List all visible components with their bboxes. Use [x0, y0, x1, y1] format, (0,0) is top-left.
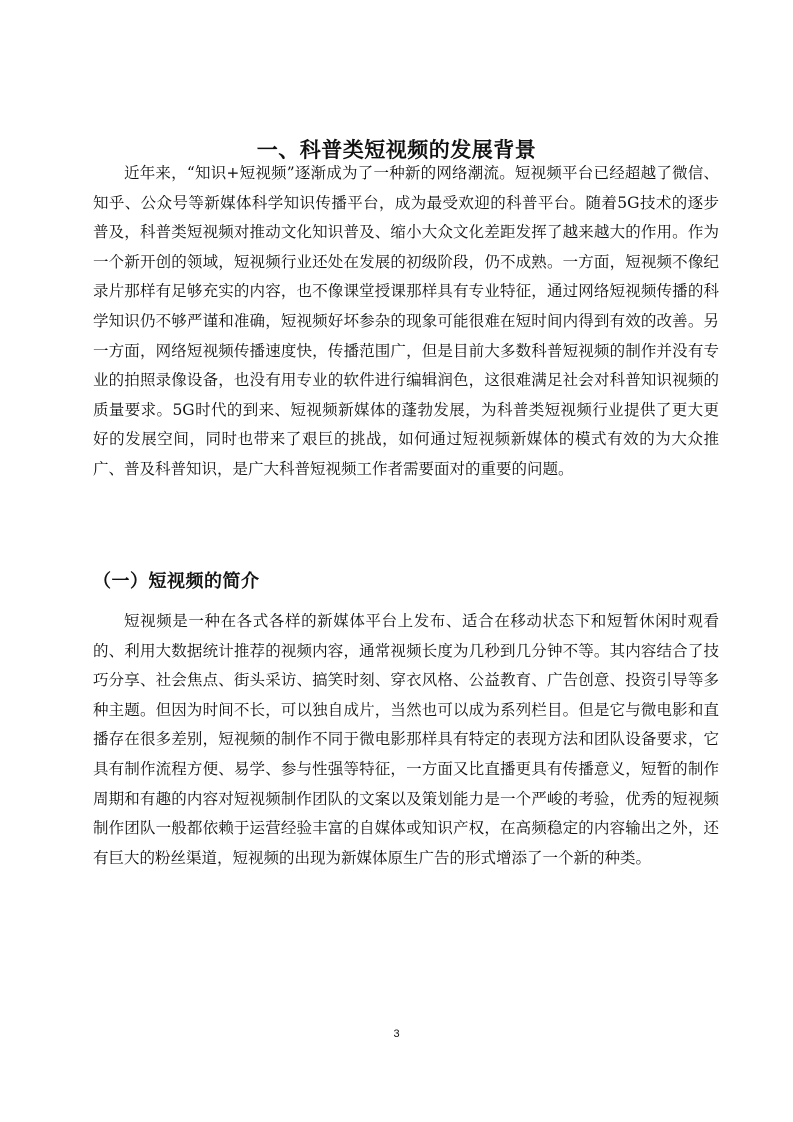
section-title: 一、科普类短视频的发展背景 — [256, 138, 537, 163]
intro-paragraph: 近年来，“知识+短视频”逐渐成为了一种新的网络潮流。短视频平台已经超越了微信、知乎、公众号等新媒体科学知识传播平台，成为最受欢迎的科普平台。随着5G技术的逐步普及，科普类短视频对推动文化知识普及、缩小大众文化差距发挥了越来越大的作用。作为一个新开创的领域，短视频行业还处在发展的初级阶段，仍不成熟。一方面，短视频不像纪录片那样有足够充实的内容，也不像课堂授课那样具有专业特征，通过网络短视频传播的科学知识仍不够严谨和准确，短视频好坏参杂的现象可能很难在短时间内得到有效的改善。另一方面，网络短视频传播速度快，传播范围广，但是目前大多数科普短视频的制作并没有专业的拍照录像设备，也没有用专业的软件进行编辑润色，这很难满足社会对科普知识视频的质量要求。5G时代的到来、短视频新媒体的蓬勃发展，为科普类短视频行业提供了更大更好的发展空间，同时也带来了艰巨的挑战，如何通过短视频新媒体的模式有效的为大众推广、普及科普知识，是广大科普短视频工作者需要面对的重要的问题。 — [93, 164, 719, 478]
subsection-paragraph: 短视频是一种在各式各样的新媒体平台上发布、适合在移动状态下和短暂休闲时观看的、利用大数据统计推荐的视频内容，通常视频长度为几秒到几分钟不等。其内容结合了技巧分享、社会焦点、街头采访、搞笑时刻、穿衣风格、公益教育、广告创意、投资引导等多种主题。但因为时间不长，可以独自成片，当然也可以成为系列栏目。但是它与微电影和直播存在很多差别，短视频的制作不同于微电影那样具有特定的表现方法和团队设备要求，它具有制作流程方便、易学、参与性强等特征，一方面又比直播更具有传播意义，短暂的制作周期和有趣的内容对短视频制作团队的文案以及策划能力是一个严峻的考验，优秀的短视频制作团队一般都依赖于运营经验丰富的自媒体或知识产权，在高频稳定的内容输出之外，还有巨大的粉丝渠道，短视频的出现为新媒体原生广告的形式增添了一个新的种类。 — [93, 612, 719, 867]
subsection-heading: （一）短视频的简介 — [93, 570, 260, 592]
page-number: 3 — [393, 1028, 400, 1040]
